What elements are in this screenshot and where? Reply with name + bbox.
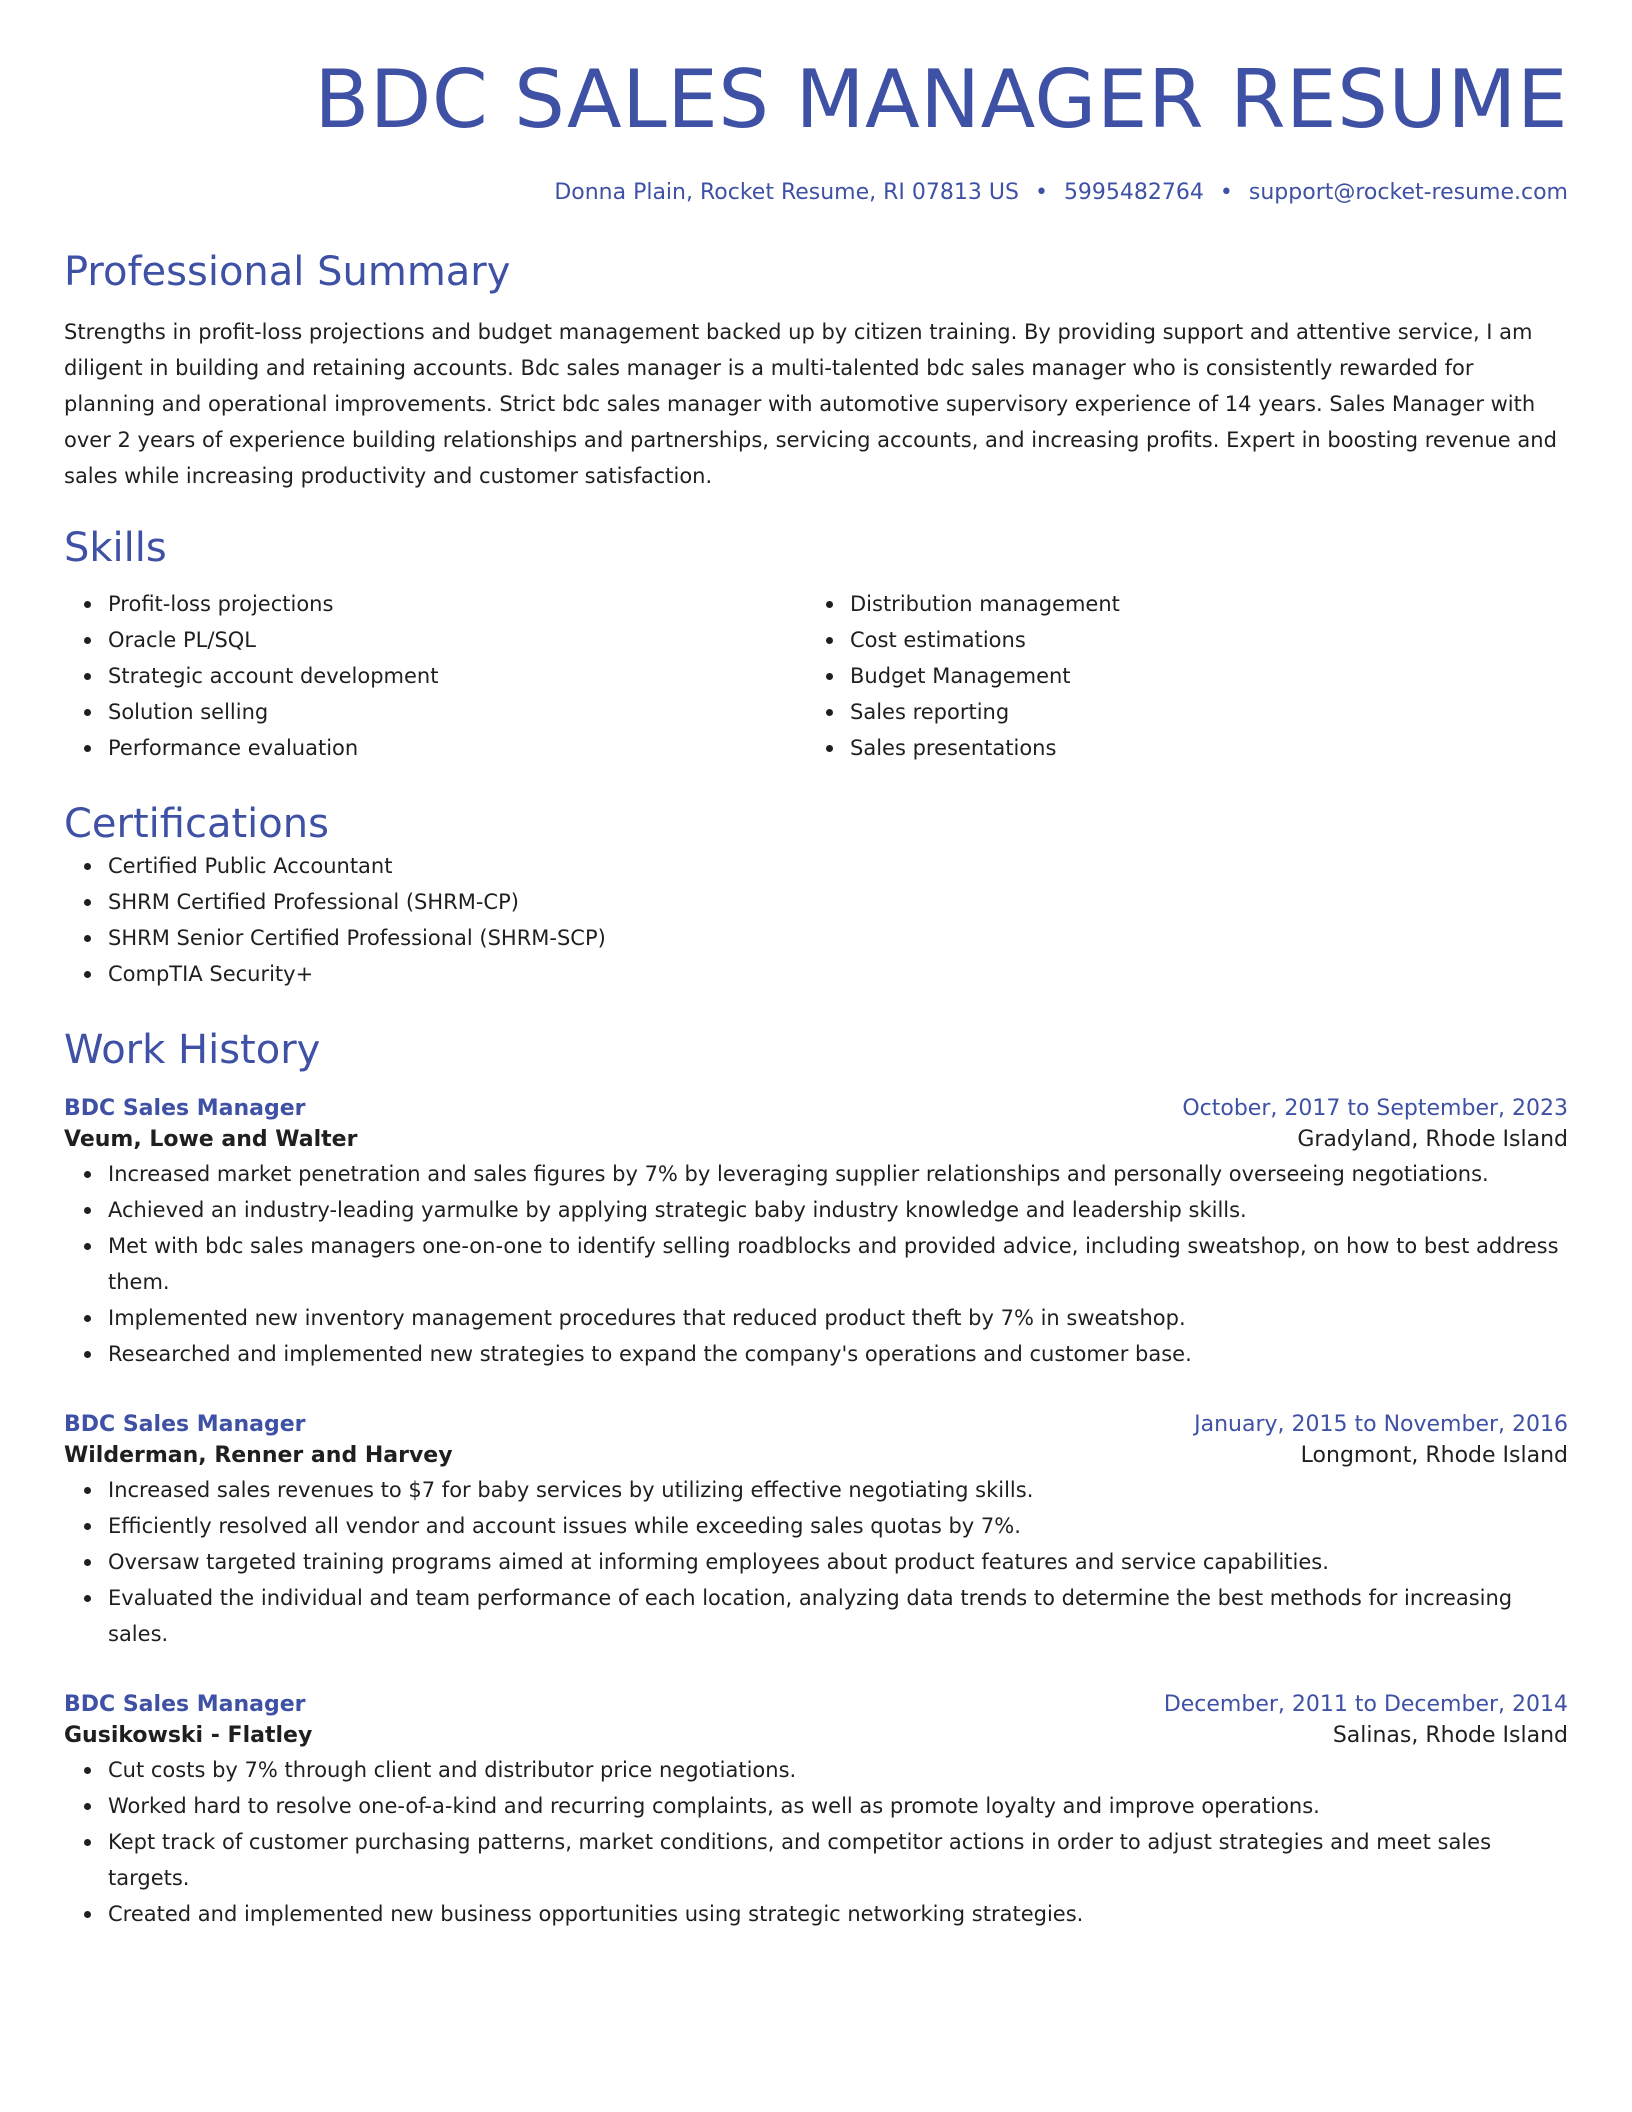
- job-role: BDC Sales Manager: [64, 1692, 306, 1717]
- summary-text: Strengths in profit-loss projections and budget management backed up by citizen training. By providing support and attentive service, I am diligent in building and retaining accounts. Bdc sales manager is a multi-talented bdc sales manager who is consistently rewarded for planning and operational improvements. Strict bdc sales manager with automotive supervisory experience of 14 years. Sales Manager with over 2 years of experience building relationships and partnerships, servicing accounts, and increasing profits. Expert in boosting revenue and sales while increasing productivity and customer satisfaction.: [64, 320, 1557, 488]
- job-location: Longmont, Rhode Island: [1300, 1443, 1568, 1468]
- job-bullets: [64, 1752, 1568, 1932]
- job-bullet: Implemented new inventory management procedures that reduced product theft by 7% in sweatshop.: [108, 1300, 1568, 1336]
- skill-item: Oracle PL/SQL: [108, 622, 806, 658]
- skill-item: Budget Management: [850, 658, 1548, 694]
- certification-item: Certified Public Accountant: [108, 848, 1568, 884]
- job-location: Gradyland, Rhode Island: [1297, 1127, 1568, 1152]
- job-bullets: [64, 1472, 1568, 1652]
- work-history-heading: Work History: [64, 1027, 321, 1073]
- job-bullet: Kept track of customer purchasing patterns, market conditions, and competitor actions in order to adjust strategies and meet sales targets.: [108, 1824, 1568, 1896]
- job-dates: December, 2011 to December, 2014: [1163, 1692, 1568, 1717]
- certification-item: SHRM Certified Professional (SHRM-CP): [108, 884, 1568, 920]
- contact-phone[interactable]: 5995482764: [1063, 180, 1204, 205]
- contact-line: [64, 178, 1568, 208]
- skill-item: Strategic account development: [108, 658, 806, 694]
- resume-title: BDC SALES MANAGER RESUME: [314, 53, 1568, 146]
- job-bullet: Cut costs by 7% through client and distributor price negotiations.: [108, 1752, 1568, 1788]
- skills-heading: Skills: [64, 525, 167, 571]
- skill-item: Cost estimations: [850, 622, 1548, 658]
- job-bullet: Increased sales revenues to $7 for baby services by utilizing effective negotiating skills.: [108, 1472, 1568, 1508]
- job-bullet: Oversaw targeted training programs aimed at informing employees about product features and service capabilities.: [108, 1544, 1568, 1580]
- job-entry: [64, 1094, 1568, 1372]
- skill-item: Profit-loss projections: [108, 586, 806, 622]
- job-bullet: Evaluated the individual and team performance of each location, analyzing data trends to determine the best methods for increasing sales.: [108, 1580, 1568, 1652]
- job-bullet: Researched and implemented new strategies to expand the company's operations and customer base.: [108, 1336, 1568, 1372]
- certification-item: SHRM Senior Certified Professional (SHRM-SCP): [108, 920, 1568, 956]
- skills-grid: [64, 586, 1568, 766]
- job-company-row: [64, 1440, 1568, 1472]
- job-header-row: [64, 1094, 1568, 1124]
- resume-page: [64, 0, 1568, 1932]
- job-dates: January, 2015 to November, 2016: [1194, 1412, 1568, 1437]
- job-bullet: Achieved an industry-leading yarmulke by applying strategic baby industry knowledge and leadership skills.: [108, 1192, 1568, 1228]
- skill-item: Solution selling: [108, 694, 806, 730]
- job-bullets: [64, 1156, 1568, 1372]
- skill-item: Sales reporting: [850, 694, 1548, 730]
- job-role: BDC Sales Manager: [64, 1412, 306, 1437]
- job-bullet: Increased market penetration and sales figures by 7% by leveraging supplier relationships and personally overseeing negotiations.: [108, 1156, 1568, 1192]
- contact-separator: •: [1034, 180, 1048, 205]
- job-company-row: [64, 1124, 1568, 1156]
- job-location: Salinas, Rhode Island: [1332, 1723, 1568, 1748]
- contact-separator: •: [1219, 180, 1233, 205]
- job-entry: [64, 1410, 1568, 1652]
- skill-item: Performance evaluation: [108, 730, 806, 766]
- job-company: Veum, Lowe and Walter: [64, 1127, 358, 1152]
- skill-item: Sales presentations: [850, 730, 1548, 766]
- job-entry: [64, 1690, 1568, 1932]
- skill-item: Distribution management: [850, 586, 1548, 622]
- job-header-row: [64, 1690, 1568, 1720]
- job-company: Gusikowski - Flatley: [64, 1723, 313, 1748]
- job-header-row: [64, 1410, 1568, 1440]
- job-bullet: Efficiently resolved all vendor and account issues while exceeding sales quotas by 7%.: [108, 1508, 1568, 1544]
- skills-column-left: [64, 586, 806, 766]
- contact-address: Donna Plain, Rocket Resume, RI 07813 US: [554, 180, 1019, 205]
- contact-email[interactable]: support@rocket-resume.com: [1248, 180, 1568, 205]
- certifications-list: [64, 848, 1568, 992]
- job-bullet: Worked hard to resolve one-of-a-kind and recurring complaints, as well as promote loyalty and improve operations.: [108, 1788, 1568, 1824]
- summary-heading: Professional Summary: [64, 249, 511, 295]
- skills-list-left: [64, 586, 806, 766]
- job-company-row: [64, 1720, 1568, 1752]
- job-role: BDC Sales Manager: [64, 1096, 306, 1121]
- skills-list-right: [806, 586, 1548, 766]
- job-bullet: Created and implemented new business opportunities using strategic networking strategies.: [108, 1896, 1568, 1932]
- skills-column-right: [806, 586, 1548, 766]
- job-bullet: Met with bdc sales managers one-on-one to identify selling roadblocks and provided advice, including sweatshop, on how to best address them.: [108, 1228, 1568, 1300]
- certification-item: CompTIA Security+: [108, 956, 1568, 992]
- job-dates: October, 2017 to September, 2023: [1182, 1096, 1568, 1121]
- job-company: Wilderman, Renner and Harvey: [64, 1443, 453, 1468]
- certifications-heading: Certifications: [64, 801, 329, 847]
